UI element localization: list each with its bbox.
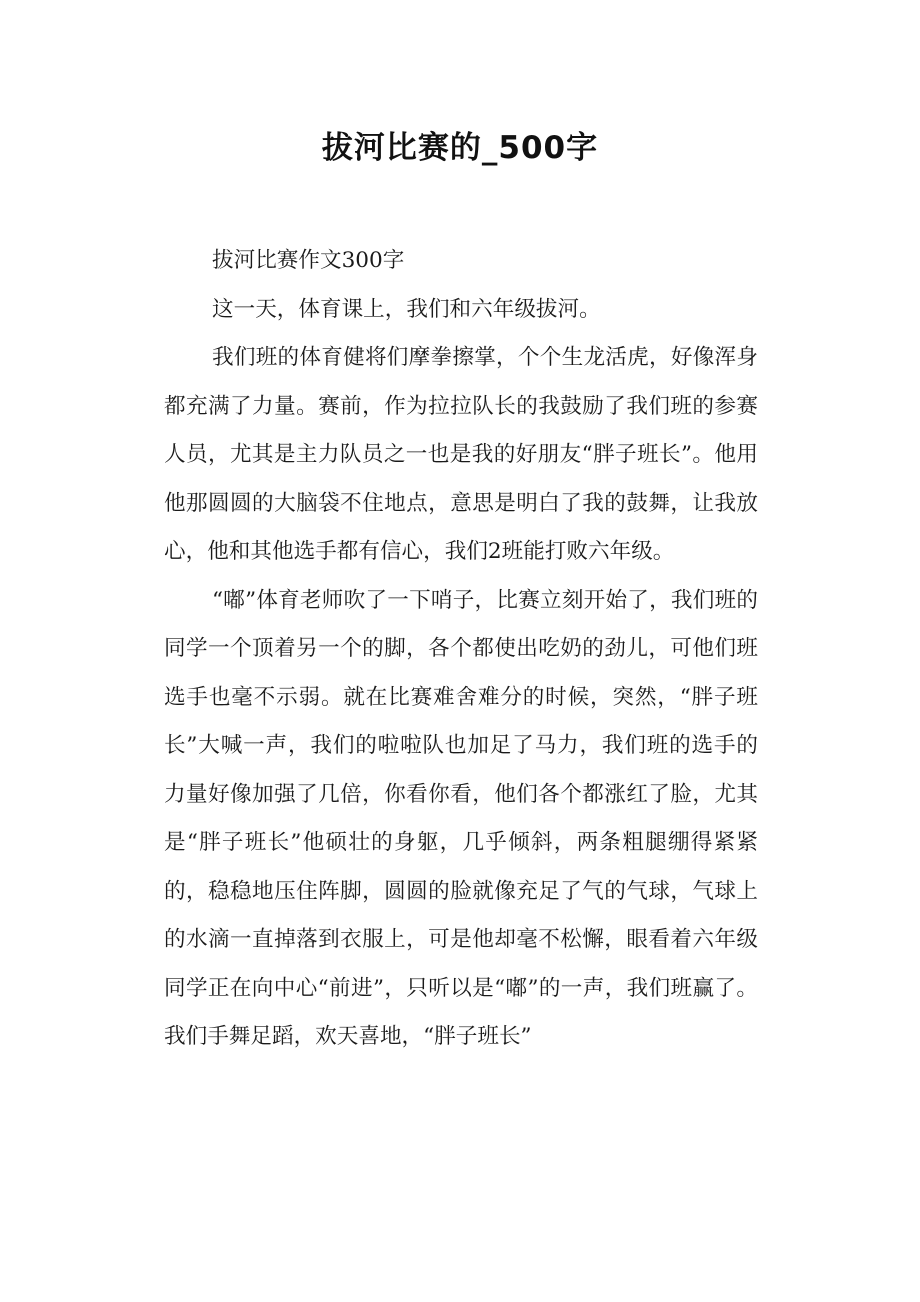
body-paragraph: “嘟”体育老师吹了一下哨子，比赛立刻开始了，我们班的同学一个顶着另一个的脚，各个都使出吃奶的劲儿，可他们班选手也毫不示弱。就在比赛难舍难分的时候，突然，“胖子班长”大喊一声，我们的啦啦队也加足了马力，我们班的选手的力量好像加强了几倍，你看你看，他们各个都涨红了脸，尤其是“胖子班长”他硕壮的身躯，几乎倾斜，两条粗腿绷得紧紧的，稳稳地压住阵脚，圆圆的脸就像充足了气的气球，气球上的水滴一直掉落到衣服上，可是他却毫不松懈，眼看着六年级同学正在向中心“前进”，只听以是“嘟”的一声，我们班赢了。我们手舞足蹈，欢天喜地，“胖子班长” — [164, 587, 758, 1049]
body-paragraph: 我们班的体育健将们摩拳擦掌，个个生龙活虎，好像浑身都充满了力量。赛前，作为拉拉队长的我鼓励了我们班的参赛人员，尤其是主力队员之一也是我的好朋友“胖子班长”。他用他那圆圆的大脑袋不住地点，意思是明白了我的鼓舞，让我放心，他和其他选手都有信心，我们2班能打败六年级。 — [164, 345, 758, 564]
intro-paragraph: 这一天，体育课上，我们和六年级拔河。 — [212, 296, 601, 322]
essay-subtitle-paragraph: 拔河比赛作文300字 — [212, 248, 405, 273]
document-title: 拔河比赛的_500字 — [321, 130, 599, 166]
document-body — [164, 237, 758, 1062]
